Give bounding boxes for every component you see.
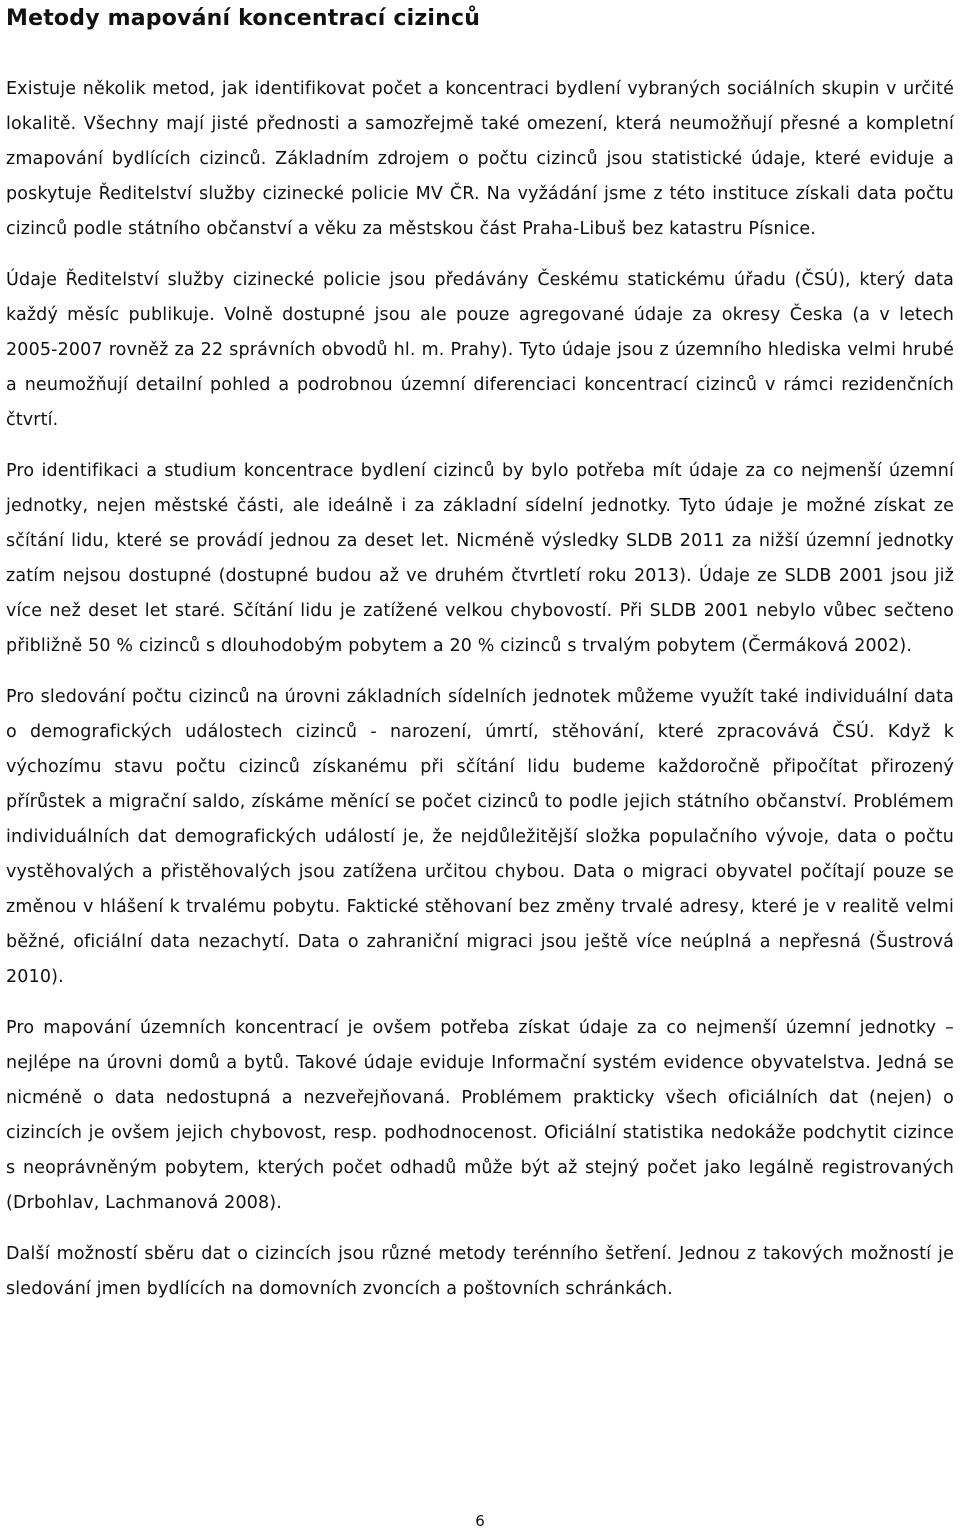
document-page [6,0,954,1307]
paragraph-5: Pro mapování územních koncentrací je ovšem potřeba získat údaje za co nejmenší územní jednotky – nejlépe na úrovni domů a bytů. Takové údaje eviduje Informační systém evidence obyvatelstva. Jedná se nicméně o data nedostupná a nezveřejňovaná. Problémem prakticky všech oficiálních dat (nejen) o cizincích je ovšem jejich chybovost, resp. podhodnocenost. Oficiální statistika nedokáže podchytit cizince s neoprávněným pobytem, kterých počet odhadů může být až stejný počet jako legálně registrovaných (Drbohlav, Lachmanová 2008). [6,1018,954,1213]
paragraph-6: Další možností sběru dat o cizincích jsou různé metody terénního šetření. Jednou z takových možností je sledování jmen bydlících na domovních zvoncích a poštovních schránkách. [6,1244,954,1299]
paragraph-3: Pro identifikaci a studium koncentrace bydlení cizinců by bylo potřeba mít údaje za co nejmenší územní jednotky, nejen městské části, ale ideálně i za základní sídelní jednotky. Tyto údaje je možné získat ze sčítání lidu, které se provádí jednou za deset let. Nicméně výsledky SLDB 2011 za nižší územní jednotky zatím nejsou dostupné (dostupné budou až ve druhém čtvrtletí roku 2013). Údaje ze SLDB 2001 jsou již více než deset let staré. Sčítání lidu je zatížené velkou chybovostí. Při SLDB 2001 nebylo vůbec sečteno přibližně 50 % cizinců s dlouhodobým pobytem a 20 % cizinců s trvalým pobytem (Čermáková 2002). [6,461,954,656]
paragraph-2: Údaje Ředitelství služby cizinecké policie jsou předávány Českému statickému úřadu (ČSÚ), který data každý měsíc publikuje. Volně dostupné jsou ale pouze agregované údaje za okresy Česka (a v letech 2005-2007 rovněž za 22 správních obvodů hl. m. Prahy). Tyto údaje jsou z územního hlediska velmi hrubé a neumožňují detailní pohled a podrobnou územní diferenciaci koncentrací cizinců v rámci rezidenčních čtvrtí. [6,270,954,430]
section-heading: Metody mapování koncentrací cizinců [6,6,481,31]
paragraph-4: Pro sledování počtu cizinců na úrovni základních sídelních jednotek můžeme využít také individuální data o demografických událostech cizinců - narození, úmrtí, stěhování, které zpracovává ČSÚ. Když k výchozímu stavu počtu cizinců získanému při sčítání lidu budeme každoročně připočítat přirozený přírůstek a migrační saldo, získáme měnící se počet cizinců to podle jejich státního občanství. Problémem individuálních dat demografických událostí je, že nejdůležitější složka populačního vývoje, data o počtu vystěhovalých a přistěhovalých jsou zatížena určitou chybou. Data o migraci obyvatel počítají pouze se změnou v hlášení k trvalému pobytu. Faktické stěhovaní bez změny trvalé adresy, které je v realitě velmi běžné, oficiální data nezachytí. Data o zahraniční migraci jsou ještě více neúplná a nepřesná (Šustrová 2010). [6,687,954,987]
page-number: 6 [475,1512,485,1530]
paragraph-1: Existuje několik metod, jak identifikovat počet a koncentraci bydlení vybraných sociálních skupin v určité lokalitě. Všechny mají jisté přednosti a samozřejmě také omezení, která neumožňují přesné a kompletní zmapování bydlících cizinců. Základním zdrojem o počtu cizinců jsou statistické údaje, které eviduje a poskytuje Ředitelství služby cizinecké policie MV ČR. Na vyžádání jsme z této instituce získali data počtu cizinců podle státního občanství a věku za městskou část Praha-Libuš bez katastru Písnice. [6,79,954,239]
